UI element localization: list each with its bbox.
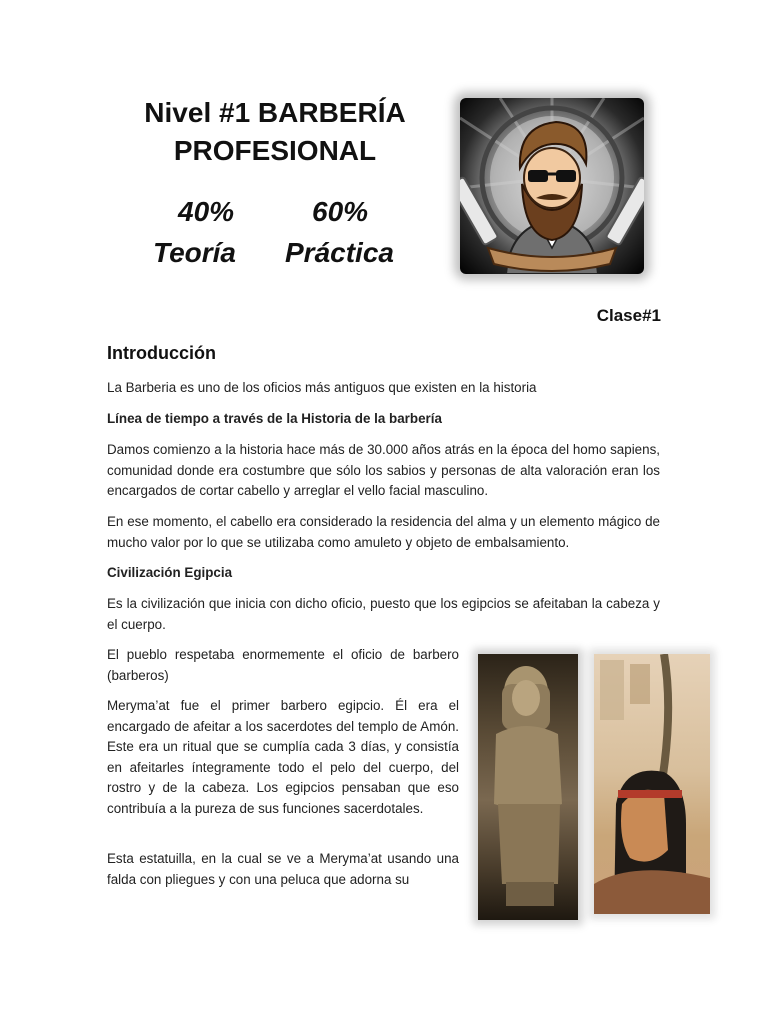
intro-paragraph-2: Damos comienzo a la historia hace más de 30.000 años atrás en la época del homo sapiens, comunidad donde era costumbre que sólo los sabios y personas de alta valoración eran los encargados de cortar cabello y arreglar el vello facial masculino. <box>107 442 660 498</box>
egypt-paragraph-3: Meryma’at fue el primer barbero egipcio. Él era el encargado de afeitar a los sacerdotes del templo de Amón. Este era un ritual que se cumplía cada 3 días, y consistía en afeitarles íntegramente todo el pelo del cuerpo, del rostro y de la cabeza. Los egipcios pensaban que eso contribuía a la pureza de sus funciones sacerdotales. <box>107 698 459 816</box>
egypt-paragraph-1: Es la civilización que inicia con dicho oficio, puesto que los egipcios se afeitaban la cabeza y el cuerpo. <box>107 596 660 632</box>
title-line-1: Nivel #1 BARBERÍA <box>144 97 406 128</box>
intro-paragraph-1: La Barberia es uno de los oficios más antiguos que existen en la historia <box>107 380 537 395</box>
class-label: Clase#1 <box>596 306 661 325</box>
egypt-heading: Civilización Egipcia <box>107 565 233 580</box>
document-title <box>120 94 430 170</box>
practice-label: Práctica <box>285 237 394 268</box>
title-line-2: PROFESIONAL <box>173 135 377 166</box>
egypt-paragraph-2: El pueblo respetaba enormemente el oficio de barbero (barberos) <box>107 647 459 683</box>
intro-heading: Introducción <box>107 343 216 363</box>
timeline-heading: Línea de tiempo a través de la Historia de la barbería <box>107 411 442 426</box>
barber-logo-icon <box>460 98 644 274</box>
intro-paragraph-3: En ese momento, el cabello era considerado la residencia del alma y un elemento mágico de mucho valor por lo que se utilizaba como amuleto y objeto de embalsamiento. <box>107 514 660 550</box>
theory-percent: 40% <box>178 196 235 227</box>
egypt-paragraph-4: Esta estatuilla, en la cual se ve a Meryma’at usando una falda con pliegues y con una peluca que adorna su <box>107 851 459 887</box>
egyptian-painting-image <box>594 654 710 914</box>
theory-label: Teoría <box>153 237 236 268</box>
egyptian-statue-image <box>478 654 578 920</box>
practice-percent: 60% <box>312 196 369 227</box>
